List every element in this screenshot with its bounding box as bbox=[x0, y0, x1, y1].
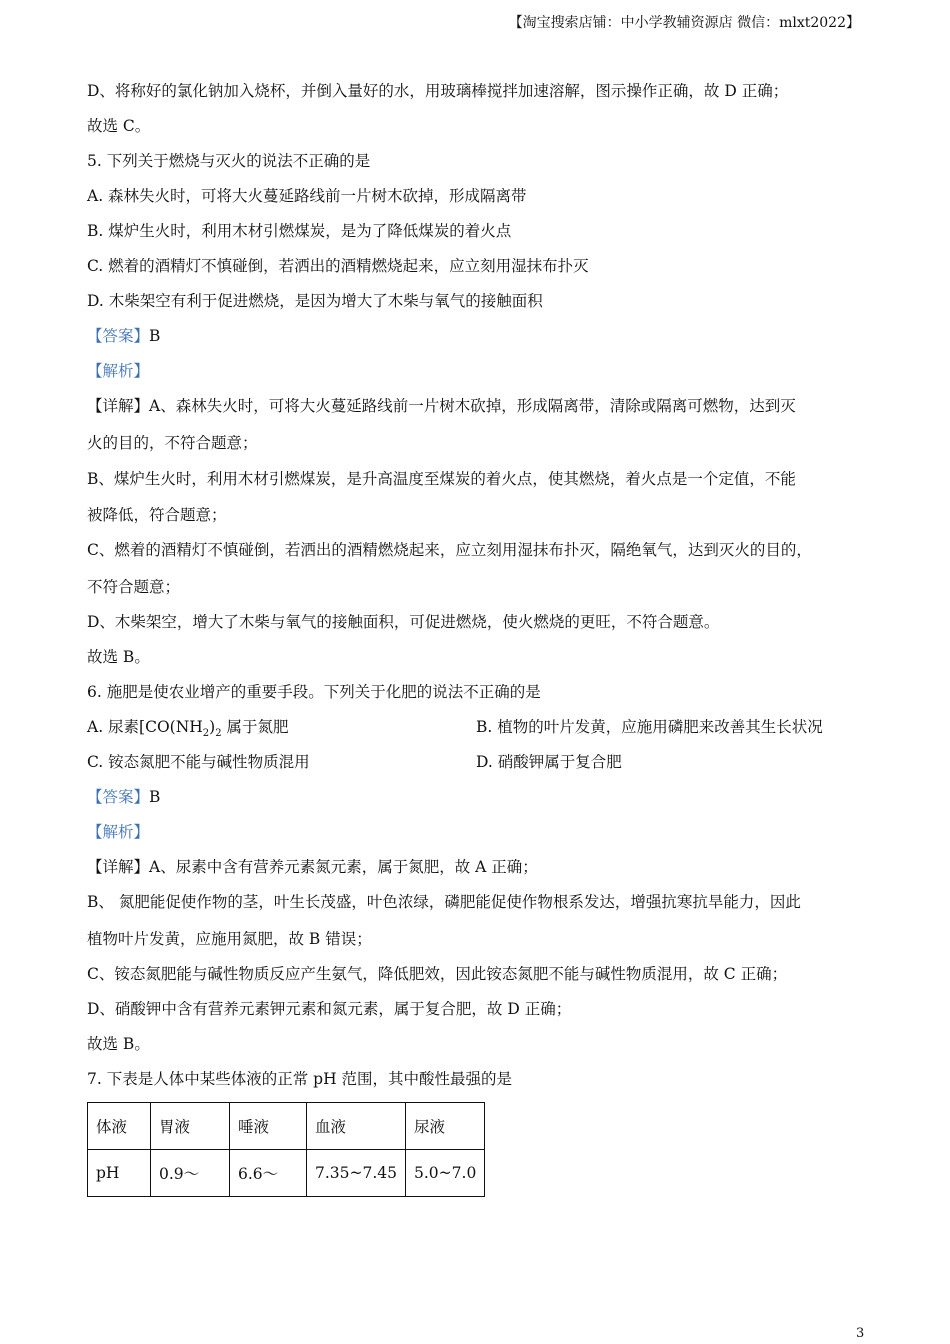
table-cell: 6.6～ bbox=[230, 1150, 307, 1197]
table-cell: 尿液 bbox=[406, 1103, 485, 1150]
table-row bbox=[88, 1150, 485, 1197]
page-header: 【淘宝搜索店铺：中小学教辅资源店 微信：mlxt2022】 bbox=[508, 15, 860, 31]
table-cell: 体液 bbox=[88, 1103, 151, 1150]
q6-detail-line: B、 氮肥能促使作物的茎，叶生长茂盛，叶色浓绿，磷肥能促使作物根系发达，增强抗寒抗旱能力，因此 bbox=[87, 893, 801, 911]
q5-detail-line: D、木柴架空，增大了木柴与氧气的接触面积，可促进燃烧，使火燃烧的更旺，不符合题意。 bbox=[87, 613, 720, 631]
q4-conclusion: 故选 C。 bbox=[87, 117, 151, 135]
detail-text: A、尿素中含有营养元素氮元素，属于氮肥，故 A 正确； bbox=[149, 858, 538, 876]
q6-detail-line: D、硝酸钾中含有营养元素钾元素和氮元素，属于复合肥，故 D 正确； bbox=[87, 1000, 572, 1018]
q5-option-d: D. 木柴架空有利于促进燃烧，是因为增大了木柴与氧气的接触面积 bbox=[87, 292, 543, 310]
q5-stem: 5. 下列关于燃烧与灭火的说法不正确的是 bbox=[87, 152, 371, 170]
page-number: 3 bbox=[856, 1326, 865, 1341]
table-cell: 7.35~7.45 bbox=[307, 1150, 406, 1197]
q5-detail-line: C、燃着的酒精灯不慎碰倒，若洒出的酒精燃烧起来，应立刻用湿抹布扑灭，隔绝氧气，达到灭火的目的， bbox=[87, 541, 812, 559]
table-cell: pH bbox=[88, 1150, 151, 1197]
q6-option-a: A. 尿素[$CO(NH_2)_2$ 属于氮肥 bbox=[87, 718, 289, 740]
table-header-row bbox=[88, 1103, 485, 1150]
q5-detail-line: 被降低，符合题意； bbox=[87, 506, 227, 524]
answer-value: B bbox=[149, 788, 161, 806]
answer-tag: 【答案】 bbox=[87, 327, 150, 345]
q5-analysis-tag: 【解析】 bbox=[87, 362, 150, 380]
table-cell: 5.0~7.0 bbox=[406, 1150, 485, 1197]
q6-detail-line bbox=[87, 857, 538, 877]
q5-detail-line: B、煤炉生火时，利用木材引燃煤炭，是升高温度至煤炭的着火点，使其燃烧，着火点是一个定值，不能 bbox=[87, 470, 796, 488]
q5-option-a: A. 森林失火时，可将大火蔓延路线前一片树木砍掉，形成隔离带 bbox=[87, 187, 527, 205]
q6-option-b: B. 植物的叶片发黄，应施用磷肥来改善其生长状况 bbox=[476, 718, 823, 736]
q5-option-b: B. 煤炉生火时，利用木材引燃煤炭，是为了降低煤炭的着火点 bbox=[87, 222, 512, 240]
q5-detail-line: 火的目的，不符合题意； bbox=[87, 434, 258, 452]
q4-option-d-explanation: D、将称好的氯化钠加入烧杯，并倒入量好的水，用玻璃棒搅拌加速溶解，图示操作正确，故 D 正确； bbox=[87, 82, 789, 100]
q5-conclusion: 故选 B。 bbox=[87, 648, 150, 666]
q5-detail-line: 不符合题意； bbox=[87, 578, 181, 596]
q5-answer bbox=[87, 326, 160, 346]
detail-tag: 【详解】 bbox=[87, 858, 150, 876]
q5-detail-line bbox=[87, 396, 796, 416]
detail-text: A、森林失火时，可将大火蔓延路线前一片树木砍掉，形成隔离带，清除或隔离可燃物，达到灭 bbox=[149, 397, 796, 415]
q6-conclusion: 故选 B。 bbox=[87, 1035, 150, 1053]
q6-stem: 6. 施肥是使农业增产的重要手段。下列关于化肥的说法不正确的是 bbox=[87, 683, 541, 701]
q6-option-d: D. 硝酸钾属于复合肥 bbox=[476, 753, 622, 771]
table-cell: 胃液 bbox=[151, 1103, 230, 1150]
q6-detail-line: C、铵态氮肥能与碱性物质反应产生氨气，降低肥效，因此铵态氮肥不能与碱性物质混用，故 C 正确； bbox=[87, 965, 788, 983]
table-cell: 血液 bbox=[307, 1103, 406, 1150]
q6-analysis-tag: 【解析】 bbox=[87, 823, 150, 841]
ph-range-table bbox=[87, 1102, 485, 1197]
q6-answer bbox=[87, 787, 160, 807]
table-cell: 0.9～ bbox=[151, 1150, 230, 1197]
answer-value: B bbox=[149, 327, 161, 345]
answer-tag: 【答案】 bbox=[87, 788, 150, 806]
detail-tag: 【详解】 bbox=[87, 397, 150, 415]
q6-detail-line: 植物叶片发黄，应施用氮肥，故 B 错误； bbox=[87, 930, 372, 948]
q5-option-c: C. 燃着的酒精灯不慎碰倒，若洒出的酒精燃烧起来，应立刻用湿抹布扑灭 bbox=[87, 257, 589, 275]
table-cell: 唾液 bbox=[230, 1103, 307, 1150]
q6-option-c: C. 铵态氮肥不能与碱性物质混用 bbox=[87, 753, 310, 771]
q7-stem: 7. 下表是人体中某些体液的正常 pH 范围，其中酸性最强的是 bbox=[87, 1070, 513, 1088]
